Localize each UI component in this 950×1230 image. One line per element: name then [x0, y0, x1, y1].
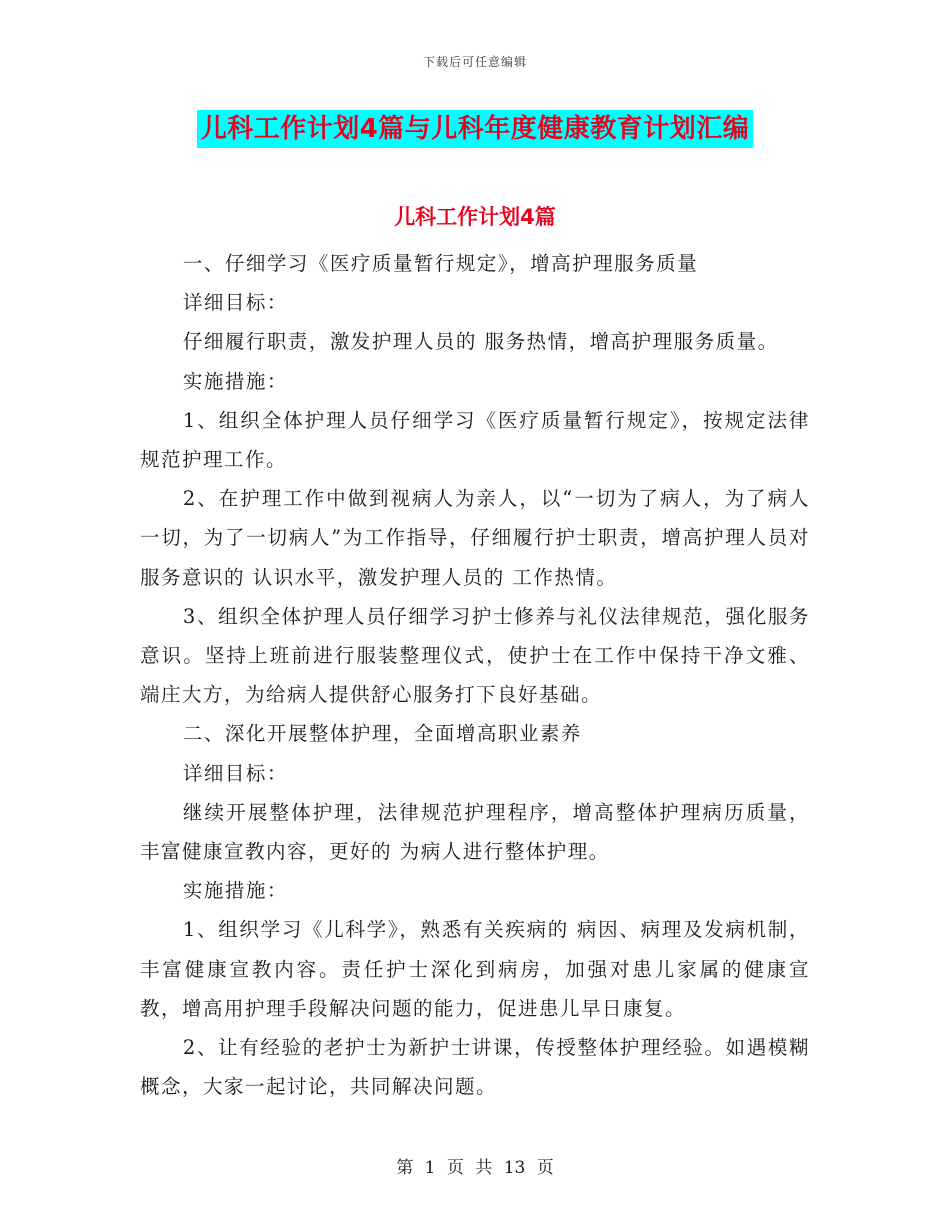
paragraph: 详细目标：: [182, 761, 288, 785]
paragraph: 二、深化开展整体护理，全面增高职业素养: [182, 722, 582, 746]
paragraph: 实施措施：: [182, 879, 288, 903]
paragraph: 1、组织全体护理人员仔细学习《医疗质量暂行规定》，按规定法律规范护理工作。: [140, 408, 810, 472]
paragraph: 一、仔细学习《医疗质量暂行规定》，增高护理服务质量: [182, 252, 699, 275]
paragraph: 1、组织学习《儿科学》，熟悉有关疾病的 病因、病理及发病机制，丰富健康宣教内容。责任护士深化到病房，加强对患儿家属的健康宣教，增高用护理手段解决问题的能力，促进患儿早日康复。: [140, 918, 810, 1020]
paragraph: 2、让有经验的老护士为新护士讲课，传授整体护理经验。如遇模糊概念，大家一起讨论，共同解决问题。: [140, 1036, 810, 1099]
page-header: 下载后可任意编辑: [422, 55, 527, 69]
paragraph: 继续开展整体护理，法律规范护理程序，增高整体护理病历质量，丰富健康宣教内容，更好的 为病人进行整体护理。: [140, 800, 810, 864]
paragraph: 详细目标：: [182, 291, 288, 315]
paragraph: 3、组织全体护理人员仔细学习护士修养与礼仪法律规范，强化服务意识。坚持上班前进行服装整理仪式，使护士在工作中保持干净文雅、端庄大方，为给病人提供舒心服务打下良好基础。: [140, 604, 810, 707]
paragraph: 实施措施：: [182, 369, 288, 393]
document-title: 儿科工作计划4篇与儿科年度健康教育计划汇编: [197, 110, 754, 148]
title-wrapper: [0, 110, 950, 148]
section-title: 儿科工作计划4篇: [394, 205, 556, 229]
document-body: [140, 244, 810, 1106]
paragraph: 2、在护理工作中做到视病人为亲人，以“一切为了病人，为了病人一切，为了一切病人”为工作指导，仔细履行护士职责，增高护理人员对服务意识的 认识水平，激发护理人员的 工作热情。: [140, 487, 810, 589]
page-footer: 第 1 页 共 13 页: [396, 1158, 554, 1178]
paragraph: 仔细履行职责，激发护理人员的 服务热情，增高护理服务质量。: [182, 330, 779, 354]
